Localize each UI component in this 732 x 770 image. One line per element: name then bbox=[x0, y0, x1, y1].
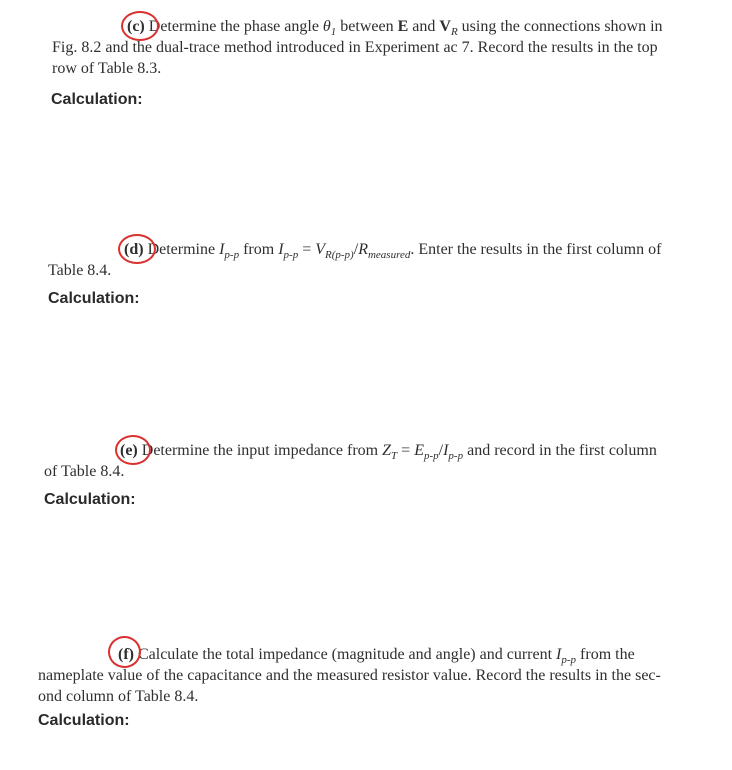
section-c-paragraph bbox=[52, 16, 712, 79]
section-d-paragraph bbox=[48, 239, 712, 281]
section-f-calculation-label: Calculation: bbox=[38, 712, 130, 729]
section-d-line-2: Table 8.4. bbox=[48, 262, 112, 279]
section-d-line-1: (d) Determine $I_{p-p}$ from $I_{p-p} = V_{R(p-p)}/R_{measured}$. Enter the results in the first column of bbox=[124, 241, 662, 261]
section-e-line-2: of Table 8.4. bbox=[44, 463, 125, 480]
section-d-calculation-label: Calculation: bbox=[48, 290, 140, 307]
section-e-label: (e) bbox=[120, 442, 138, 459]
section-e-line-1: (e) Determine the input impedance from $Z_T = E_{p-p}/I_{p-p}$ and record in the first column bbox=[120, 442, 657, 462]
section-c-label: (c) bbox=[127, 18, 145, 35]
section-c-line-3: row of Table 8.3. bbox=[52, 60, 162, 77]
section-f-line-1: (f) Calculate the total impedance (magnitude and angle) and current $I_{p-p}$ from the bbox=[118, 646, 635, 666]
section-e-paragraph bbox=[44, 440, 712, 482]
section-f-line-2: nameplate value of the capacitance and the measured resistor value. Record the results in the sec- bbox=[38, 667, 661, 684]
section-c-line-1: (c) Determine the phase angle $\theta_1$ between E and $V_R$ using the connections shown in bbox=[127, 18, 663, 38]
section-f-label: (f) bbox=[118, 646, 134, 663]
section-f-line-3: ond column of Table 8.4. bbox=[38, 688, 199, 705]
section-c-calculation-label: Calculation: bbox=[51, 91, 143, 108]
section-e-calculation-label: Calculation: bbox=[44, 491, 136, 508]
section-d-label: (d) bbox=[124, 241, 144, 258]
section-f-paragraph bbox=[38, 644, 712, 707]
section-c-line-2: Fig. 8.2 and the dual-trace method introduced in Experiment ac 7. Record the results in the top bbox=[52, 39, 658, 56]
